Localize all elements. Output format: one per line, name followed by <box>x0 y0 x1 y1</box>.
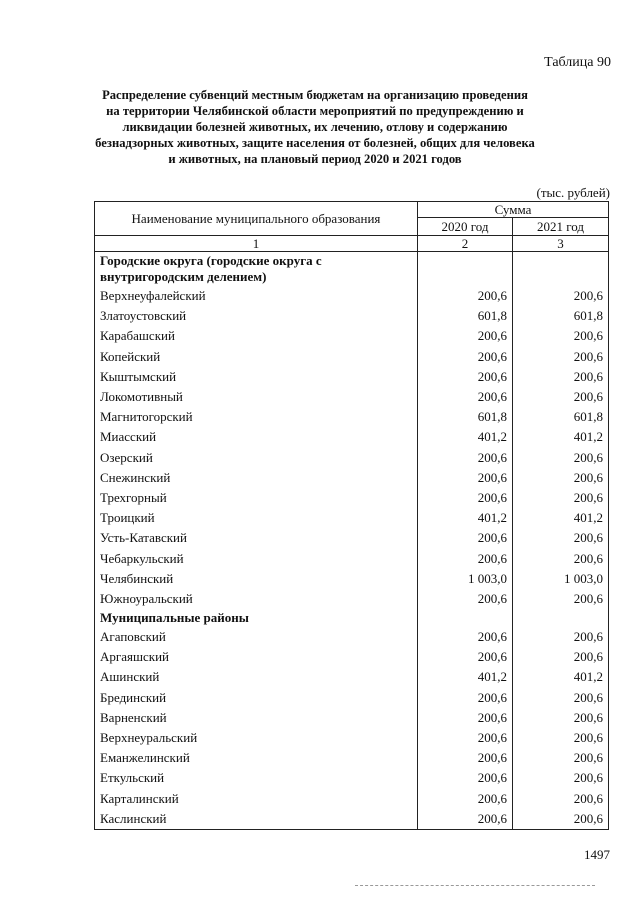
value-2021: 200,6 <box>512 708 608 728</box>
value-2020: 200,6 <box>417 728 512 748</box>
table-label: Таблица 90 <box>544 55 611 70</box>
value-2020: 200,6 <box>417 528 512 548</box>
table-row <box>95 728 609 748</box>
value-2020: 200,6 <box>417 347 512 367</box>
value-2020: 200,6 <box>417 647 512 667</box>
municipality-name: Еткульский <box>95 768 418 788</box>
value-2020: 200,6 <box>417 286 512 306</box>
value-2021: 200,6 <box>512 589 608 609</box>
value-2020: 401,2 <box>417 427 512 447</box>
table-row <box>95 688 609 708</box>
municipality-name: Верхнеуральский <box>95 728 418 748</box>
column-number-row <box>95 236 609 252</box>
value-2020: 200,6 <box>417 627 512 647</box>
table-row <box>95 367 609 387</box>
table-row <box>95 508 609 528</box>
municipality-name: Южноуральский <box>95 589 418 609</box>
table-row <box>95 286 609 306</box>
municipality-name: Усть-Катавский <box>95 528 418 548</box>
value-2020: 200,6 <box>417 326 512 346</box>
value-2021: 200,6 <box>512 768 608 788</box>
municipality-name: Локомотивный <box>95 387 418 407</box>
subvention-table <box>94 201 609 830</box>
footer-divider <box>355 885 595 886</box>
table-row <box>95 748 609 768</box>
table-row <box>95 528 609 548</box>
units-label: (тыс. рублей) <box>536 185 610 200</box>
table-row <box>95 627 609 647</box>
value-2021: 200,6 <box>512 528 608 548</box>
municipality-name: Еманжелинский <box>95 748 418 768</box>
section-empty-2021 <box>512 252 608 287</box>
value-2020: 200,6 <box>417 688 512 708</box>
municipality-name: Миасский <box>95 427 418 447</box>
value-2021: 200,6 <box>512 627 608 647</box>
municipality-name: Брединский <box>95 688 418 708</box>
value-2020: 200,6 <box>417 748 512 768</box>
value-2020: 200,6 <box>417 589 512 609</box>
municipality-name: Магнитогорский <box>95 407 418 427</box>
value-2021: 200,6 <box>512 286 608 306</box>
value-2021: 200,6 <box>512 387 608 407</box>
value-2020: 200,6 <box>417 387 512 407</box>
table-row <box>95 768 609 788</box>
value-2020: 200,6 <box>417 367 512 387</box>
municipality-name: Снежинский <box>95 468 418 488</box>
municipality-name: Карабашский <box>95 326 418 346</box>
municipality-name: Верхнеуфалейский <box>95 286 418 306</box>
municipality-name: Челябинский <box>95 569 418 589</box>
table-row <box>95 326 609 346</box>
document-title: Распределение субвенций местным бюджетам на организацию проведения на территории Челябинской области мероприятий по предупреждению и ликвидации болезней животных, их лечению, отлову и содержанию безнадзорных животных, защите населения от болезней, общих для человека и животных, на плановый период 2020 и 2021 годов <box>95 88 535 166</box>
value-2021: 401,2 <box>512 667 608 687</box>
table-row <box>95 306 609 326</box>
value-2021: 601,8 <box>512 306 608 326</box>
section-heading: Муниципальные районы <box>95 609 418 627</box>
page-number: 1497 <box>584 847 610 862</box>
municipality-name: Кыштымский <box>95 367 418 387</box>
table-row <box>95 789 609 809</box>
value-2020: 401,2 <box>417 667 512 687</box>
municipality-name: Варненский <box>95 708 418 728</box>
section-row <box>95 252 609 287</box>
value-2021: 401,2 <box>512 427 608 447</box>
municipality-name: Аргаяшский <box>95 647 418 667</box>
value-2021: 200,6 <box>512 789 608 809</box>
value-2020: 401,2 <box>417 508 512 528</box>
value-2021: 200,6 <box>512 809 608 830</box>
table-row <box>95 468 609 488</box>
section-empty-2020 <box>417 609 512 627</box>
column-number-1: 1 <box>95 236 418 252</box>
table-row <box>95 407 609 427</box>
column-header-sum: Сумма <box>417 202 608 218</box>
table-row <box>95 347 609 367</box>
value-2020: 200,6 <box>417 708 512 728</box>
value-2021: 200,6 <box>512 367 608 387</box>
value-2020: 200,6 <box>417 468 512 488</box>
municipality-name: Агаповский <box>95 627 418 647</box>
value-2020: 200,6 <box>417 768 512 788</box>
section-row <box>95 609 609 627</box>
municipality-name: Каслинский <box>95 809 418 830</box>
value-2021: 1 003,0 <box>512 569 608 589</box>
municipality-name: Копейский <box>95 347 418 367</box>
value-2021: 601,8 <box>512 407 608 427</box>
municipality-name: Карталинский <box>95 789 418 809</box>
value-2020: 200,6 <box>417 548 512 568</box>
table-row <box>95 708 609 728</box>
municipality-name: Златоустовский <box>95 306 418 326</box>
table-row <box>95 488 609 508</box>
column-header-2021: 2021 год <box>512 218 608 236</box>
value-2021: 200,6 <box>512 647 608 667</box>
value-2020: 601,8 <box>417 407 512 427</box>
table-row <box>95 548 609 568</box>
value-2020: 200,6 <box>417 488 512 508</box>
value-2021: 200,6 <box>512 448 608 468</box>
table-row <box>95 809 609 830</box>
table-row <box>95 427 609 447</box>
table-row <box>95 667 609 687</box>
table-row <box>95 569 609 589</box>
value-2020: 1 003,0 <box>417 569 512 589</box>
value-2021: 200,6 <box>512 468 608 488</box>
table-row <box>95 589 609 609</box>
section-empty-2020 <box>417 252 512 287</box>
table-row <box>95 387 609 407</box>
value-2021: 401,2 <box>512 508 608 528</box>
value-2021: 200,6 <box>512 347 608 367</box>
table-row <box>95 448 609 468</box>
municipality-name: Ашинский <box>95 667 418 687</box>
value-2021: 200,6 <box>512 326 608 346</box>
column-header-2020: 2020 год <box>417 218 512 236</box>
value-2020: 200,6 <box>417 789 512 809</box>
municipality-name: Озерский <box>95 448 418 468</box>
column-header-name: Наименование муниципального образования <box>95 202 418 236</box>
value-2020: 200,6 <box>417 809 512 830</box>
value-2020: 601,8 <box>417 306 512 326</box>
column-number-2: 2 <box>417 236 512 252</box>
value-2021: 200,6 <box>512 548 608 568</box>
value-2020: 200,6 <box>417 448 512 468</box>
municipality-name: Трехгорный <box>95 488 418 508</box>
municipality-name: Троицкий <box>95 508 418 528</box>
municipality-name: Чебаркульский <box>95 548 418 568</box>
column-number-3: 3 <box>512 236 608 252</box>
value-2021: 200,6 <box>512 688 608 708</box>
value-2021: 200,6 <box>512 728 608 748</box>
value-2021: 200,6 <box>512 488 608 508</box>
table-row <box>95 647 609 667</box>
header-row <box>95 202 609 218</box>
section-heading: Городские округа (городские округа с внутригородским делением) <box>95 252 418 287</box>
value-2021: 200,6 <box>512 748 608 768</box>
section-empty-2021 <box>512 609 608 627</box>
